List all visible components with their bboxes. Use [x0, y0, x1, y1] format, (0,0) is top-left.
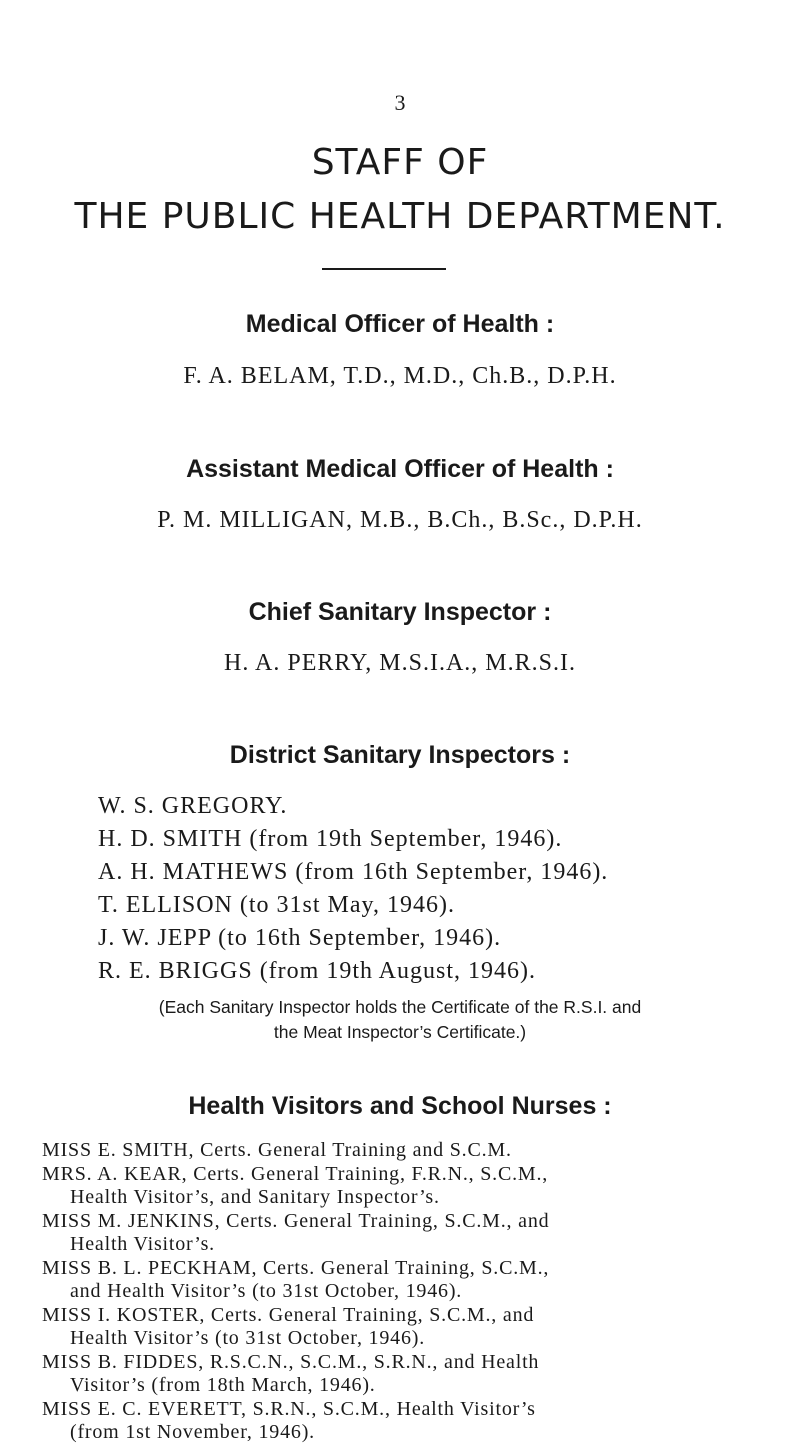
nurse-entry	[42, 1398, 782, 1445]
district-sanitary-inspectors-heading: District Sanitary Inspectors :	[229, 741, 571, 769]
assistant-medical-officer-name: P. M. MILLIGAN, M.B., B.Ch., B.Sc., D.P.H.	[157, 507, 643, 533]
nurse-entry	[42, 1257, 782, 1304]
assistant-medical-officer-heading: Assistant Medical Officer of Health :	[186, 455, 614, 483]
chief-sanitary-inspector-heading: Chief Sanitary Inspector :	[248, 598, 552, 626]
district-inspector-item: R. E. BRIGGS (from 19th August, 1946).	[98, 958, 537, 984]
district-inspector-item: A. H. MATHEWS (from 16th September, 1946).	[98, 859, 609, 885]
nurse-entry-line: MISS I. KOSTER, Certs. General Training, S.C.M., and	[42, 1303, 535, 1326]
inspector-certificate-note-line-2: the Meat Inspector’s Certificate.)	[273, 1022, 527, 1042]
nurse-entry	[42, 1139, 782, 1163]
nurse-entry-continuation: Health Visitor’s (to 31st October, 1946).	[70, 1327, 426, 1349]
nurse-entry-line: MISS E. C. EVERETT, S.R.N., S.C.M., Health Visitor’s	[42, 1397, 536, 1420]
chief-sanitary-inspector-name: H. A. PERRY, M.S.I.A., M.R.S.I.	[224, 650, 576, 676]
district-inspector-item: T. ELLISON (to 31st May, 1946).	[98, 892, 455, 918]
nurse-entry-line: MISS E. SMITH, Certs. General Training and S.C.M.	[42, 1139, 512, 1161]
page-title-line-1: STAFF OF	[311, 142, 489, 183]
nurse-entry	[42, 1304, 782, 1351]
nurse-entry-line: MISS B. FIDDES, R.S.C.N., S.C.M., S.R.N., and Health	[42, 1350, 540, 1373]
nurse-entry	[42, 1351, 782, 1398]
nurse-entry-continuation: Visitor’s (from 18th March, 1946).	[70, 1374, 376, 1396]
district-inspector-item: W. S. GREGORY.	[98, 793, 288, 819]
medical-officer-heading: Medical Officer of Health :	[245, 310, 555, 338]
nurse-entry	[42, 1210, 782, 1257]
nurse-entry-continuation: (from 1st November, 1946).	[70, 1421, 315, 1443]
page-title-line-2: THE PUBLIC HEALTH DEPARTMENT.	[74, 196, 726, 237]
title-divider	[322, 268, 446, 270]
page-number: 3	[394, 90, 406, 115]
inspector-certificate-note-line-1: (Each Sanitary Inspector holds the Certificate of the R.S.I. and	[158, 997, 642, 1017]
nurse-entry-continuation: and Health Visitor’s (to 31st October, 1946).	[70, 1280, 463, 1302]
nurse-entry-line: MISS B. L. PECKHAM, Certs. General Training, S.C.M.,	[42, 1256, 550, 1279]
nurse-entry-continuation: Health Visitor’s, and Sanitary Inspector’s.	[70, 1186, 440, 1208]
nurse-entry	[42, 1163, 782, 1210]
nurse-entry-continuation: Health Visitor’s.	[70, 1233, 215, 1255]
district-inspector-item: H. D. SMITH (from 19th September, 1946).	[98, 826, 563, 852]
medical-officer-name: F. A. BELAM, T.D., M.D., Ch.B., D.P.H.	[183, 363, 617, 389]
district-inspector-item: J. W. JEPP (to 16th September, 1946).	[98, 925, 502, 951]
nurse-entry-line: MRS. A. KEAR, Certs. General Training, F.R.N., S.C.M.,	[42, 1162, 549, 1185]
health-visitors-heading: Health Visitors and School Nurses :	[188, 1092, 612, 1120]
nurse-entry-line: MISS M. JENKINS, Certs. General Training, S.C.M., and	[42, 1209, 550, 1232]
